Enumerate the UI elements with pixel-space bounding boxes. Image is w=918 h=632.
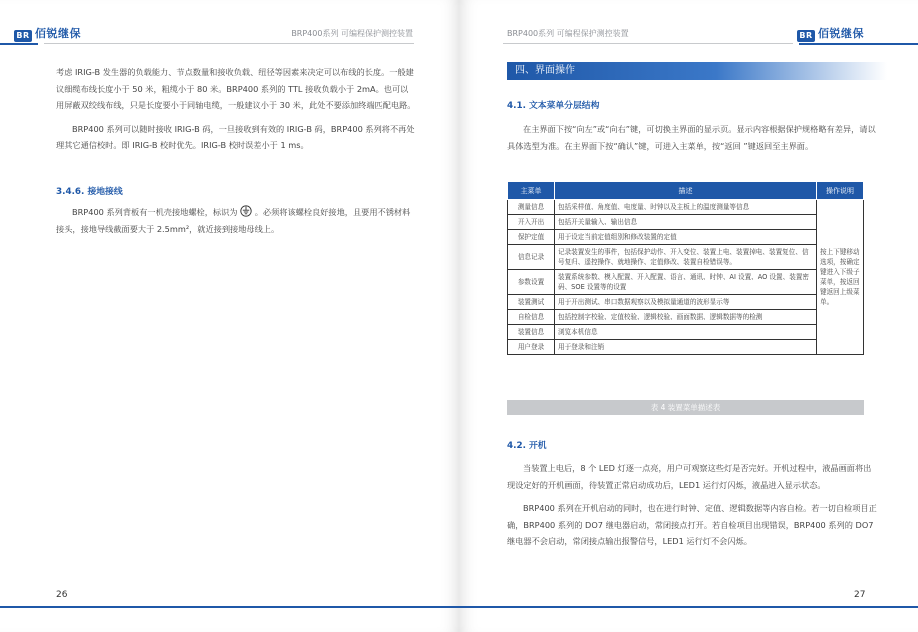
menu-name: 装置测试: [508, 295, 555, 310]
menu-name: 自检信息: [508, 310, 555, 325]
menu-name: 信息记录: [508, 245, 555, 270]
table-row: [508, 310, 864, 325]
menu-desc: 浏览本机信息: [555, 325, 817, 340]
left-body: [56, 64, 416, 161]
menu-table: [507, 181, 864, 355]
header-rule-grey: [503, 43, 793, 44]
menu-desc: 包括开关量输入、输出信息: [555, 215, 817, 230]
paragraph: BRP400 系列在开机启动的同时，也在进行时钟、定值、逻辑数据等内容自检。若一切自检项目正确，BRP400 系列的 DO7 继电器启动，常闭接点打开。若自检项目出现错误，BRP400 系列的 DO7 继电器不会启动，常闭接点输出报警信号，LED1 运行灯不会闪烁。: [507, 503, 877, 546]
menu-name: 用户登录: [508, 340, 555, 355]
menu-desc: 用于设定当前定值组别和修改装置的定值: [555, 230, 817, 245]
menu-name: 保护定值: [508, 230, 555, 245]
table-row: [508, 215, 864, 230]
header-rule-blue: [0, 43, 38, 45]
menu-name: 开入开出: [508, 215, 555, 230]
column-header: 描述: [555, 182, 817, 200]
menu-desc: 用于登录和注销: [555, 340, 817, 355]
grounding-paragraph: [56, 204, 416, 237]
logo-text: 佰锐继保: [35, 27, 81, 40]
header-title: BRP400系列 可编程保护测控装置: [507, 29, 629, 38]
ground-symbol-icon: [240, 205, 252, 217]
header-rule-blue: [799, 43, 918, 45]
company-logo: [797, 25, 864, 42]
paragraph-part: 。必须将该螺栓良好接地，且要用不锈材料接头，接地导线截面要大于 2.5mm²，就近接到接地母线上。: [56, 207, 411, 234]
column-header: 操作说明: [817, 182, 864, 200]
section-title-bar: 四、界面操作: [507, 62, 887, 80]
footer-rule: [459, 606, 918, 608]
paragraph: 在主界面下按“向左”或“向右”键，可切换主界面的显示页。显示内容根据保护规格略有差异，请以具体选型为准。在主界面下按“确认”键，可进入主菜单，按“返回 ”键返回至主界面。: [507, 124, 876, 151]
menu-desc: 记录装置发生的事件，包括保护动作、开入变位、装置上电、装置掉电、装置复位、信号复归、遥控操作、就地操作、定值修改、装置自检错误等。: [555, 245, 817, 270]
paragraph: BRP400 系列可以随时接收 IRIG-B 码，一旦接收到有效的 IRIG-B 码，BRP400 系列将不再处理其它通信校时。即 IRIG-B 校时优先。IRIG-B 校时误差小于 1 ms。: [56, 123, 415, 150]
table-row: [508, 200, 864, 215]
paragraph-part: BRP400 系列背板有一机壳接地螺栓，标识为: [72, 207, 238, 217]
operation-note: 按上下键移动选项，按确定键进入下级子菜单，按返回键返回上级菜单。: [817, 200, 864, 355]
subsection-heading: 4.2. 开机: [507, 441, 547, 451]
company-logo: [14, 25, 81, 42]
table-header-row: [508, 182, 864, 200]
logo-mark: BR: [797, 30, 815, 42]
table-row: [508, 245, 864, 270]
menu-desc: 包括采样值、角度值、电度量、时钟以及主板上的温度测量等信息: [555, 200, 817, 215]
startup-text: [507, 460, 879, 557]
menu-name: 测量信息: [508, 200, 555, 215]
table-row: [508, 270, 864, 295]
section-heading: 3.4.6. 接地接线: [56, 187, 123, 197]
menu-name: 装置信息: [508, 325, 555, 340]
logo-text: 佰锐继保: [818, 27, 864, 40]
table-row: [508, 230, 864, 245]
page-number: 27: [854, 590, 866, 600]
paragraph: 当装置上电后，8 个 LED 灯逐一点亮，用户可观察这些灯是否完好。开机过程中，液晶画面将出现设定好的开机画面，待装置正常启动成功后，LED1 运行灯闪烁，液晶进入显示状态。: [507, 463, 872, 490]
table-row: [508, 295, 864, 310]
page-number: 26: [56, 590, 68, 600]
footer-rule: [0, 606, 459, 608]
header-rule-grey: [44, 43, 414, 44]
menu-desc: 装置系统参数、模入配置、开入配置、语言、通讯、时钟、AI 设置、AO 设置、装置密码、SOE 设置等的设置: [555, 270, 817, 295]
column-header: 主菜单: [508, 182, 555, 200]
table-row: [508, 340, 864, 355]
paragraph: 考虑 IRIG-B 发生器的负载能力、节点数量和接收负载、纽径等因素来决定可以布线的长度。一般建议细缆布线长度小于 50 米，粗缆小于 80 米。BRP400 系列的 TTL 接收负载小于 2mA。也可以用屏蔽双绞线布线，只是长度要小于同轴电缆，一般建议小于 30 米，此处不要添加终端匹配电路。: [56, 67, 416, 110]
menu-name: 参数设置: [508, 270, 555, 295]
table-row: [508, 325, 864, 340]
subsection-heading: 4.1. 文本菜单分层结构: [507, 101, 600, 111]
menu-desc: 用于开出测试、串口数据观察以及模拟量通道的波形显示等: [555, 295, 817, 310]
logo-mark: BR: [14, 30, 32, 42]
header-title: BRP400系列 可编程保护测控装置: [291, 29, 413, 38]
right-page: [459, 0, 918, 632]
table-caption: 表 4 装置菜单描述表: [507, 400, 864, 415]
menu-desc: 包括控制字校验、定值校验、逻辑校验、画面数据、逻辑数据等的检测: [555, 310, 817, 325]
